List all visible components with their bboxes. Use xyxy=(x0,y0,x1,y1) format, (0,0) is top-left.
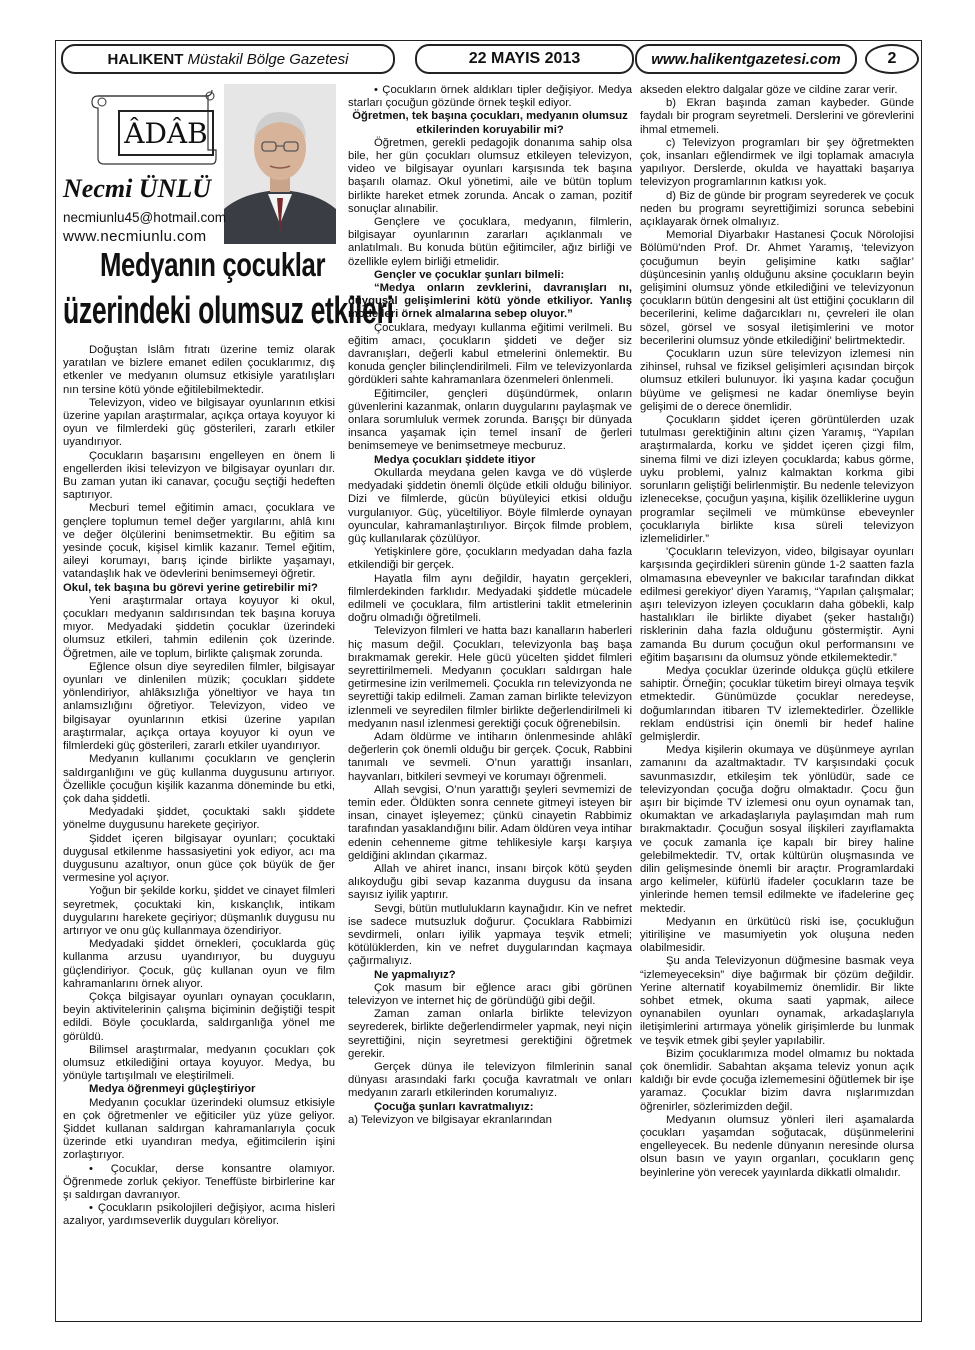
page-header xyxy=(55,44,920,76)
subheading: Gençler ve çocuklar şunları bilmeli: xyxy=(374,268,565,281)
paragraph: Okullarda meydana gelen kavga ve dö vüşlerde medyadaki şiddetin önemli ölçüde etkili olduğu biliniyor. Dizi ve filmlerde, gücün büyüleyici etkisi olduğu vurgulanıyor. Güç, yüceltiliyor. Böyle filmlerde oynayan oyuncular, kahramanlaştırılıyor. Birçok filmde problem, güç kullanılarak çözülüyor. xyxy=(348,466,632,545)
paragraph: Çok masum bir eğlence aracı gibi görünen televizyon ve internet hiç de göründüğü gibi değil. xyxy=(348,981,632,1008)
paragraph: Çocukların şiddet içeren görüntülerden uzak tutulması gerektiğinin altını çizen Yaramış, “Yapılan araştırmalarda, korku ve şiddet içeren çizgi film, sinema filmi ve dizi izleyen çocuklarda; kabus görme, uyku problemi, yalnız kalmaktan korkma gibi sorunların geliştiği belirlenmiştir. Bu nedenle televizyon izlenecekse, çocuğun yaşına, kişilik özelliklerine uygun programlar seçilmeli ve mümkünse ebeveynler çocuklarıyla birlikte kısa süreli televizyon izlemelidirler.” xyxy=(640,414,914,545)
author-photo xyxy=(224,84,336,244)
subheading: Okul, tek başına bu görevi yerine getirebilir mi? xyxy=(63,581,318,594)
paragraph: a) Televizyon ve bilgisayar ekranlarından xyxy=(348,1113,552,1126)
paragraph: Medyanın olumsuz yönleri ileri aşamalarda çocukları yaşamdan soğutacak, düşünmelerini engelleyecek. Bu nedenle dünyanın neresinde olursa olsun basın ve yayın organları, çocukların genç beyinlerine yön verecek yayınlarda dikkatli olmalıdır. xyxy=(640,1113,914,1179)
article-title-line1: Medyanın çocuklar xyxy=(100,246,326,283)
paragraph: Gerçek dünya ile televizyon filmlerinin sanal dünyası arasındaki farkı çocuğa kavratmalı ve onları medyanın zararlı etkilerinden korumalıyız. xyxy=(348,1061,632,1100)
paragraph: Medyadaki şiddet, çocuktaki saklı şiddete yönelme duygusunu harekete geçiriyor. xyxy=(63,806,335,832)
paragraph: Şiddet içeren bilgisayar oyunları; çocuktaki duygusal etkilenme hassasiyetini yok ediyor, acı ma duygusunu azaltıyor, onun güce çok büyük de ğer vermesine yol açıyor. xyxy=(63,832,335,885)
article-column-2 xyxy=(348,84,632,1316)
paragraph: akseden elektro dalgalar göze ve cildine zarar verir. xyxy=(640,84,898,96)
paragraph: Yetişkinlere göre, çocukların medyadan daha fazla etkilendiği bir gerçek. xyxy=(348,546,632,572)
author-portrait-icon xyxy=(224,84,336,244)
paragraph: • Çocuklar, derse konsantre olamıyor. Öğrenmede zorluk çekiyor. Teneffüste birbirlerine kar şı saldırgan davranıyor. xyxy=(63,1162,335,1201)
paragraph: Medya kişilerin okumaya ve düşünmeye ayrılan zamanını da azaltmaktadır. TV karşısındaki çocuk savunmasızdır, etkileşim tek yönlüdür, sade ce televizyondan çocuğa doğru olmaktadır. Çocu ğun aşırı bir biçimde TV izlemesi onu oyun oynamak tan, okumaktan ve arkadaşlarıyla paylaşımdan mah rum bırakmaktadır. Çocuğun sosyal ilişkileri zayıflamakta ve çocuk zamanla içe kapalı bir birey haline gelebilmektedir. TV, ortak kültürün oluşmasında ve dilin gelişmesinde önemli bir araçtır. Programlardaki argo kelimeler, küfürlü ifadeler çocukların taze be yinlerinde hemen temsil edilmekte ve ifadelerine geç mektedir. xyxy=(640,744,914,915)
paragraph: Yeni araştırmalar ortaya koyuyor ki okul, çocukları medyanın saldırısından tek başına koruya mıyor. Medyadaki şiddetin çocuklar üzerindeki olumsuz etkileri, tahmin edilenin çok üzerinde. Öğretmen, aile ve toplum, birlikte çalışmak zorunda. xyxy=(63,594,335,660)
paragraph: Bilimsel araştırmalar, medyanın çocukları çok olumsuz etkilediğini ortaya koyuyor. Medya, bu yönüyle tartışılmalı ve eleştirilmeli. xyxy=(63,1043,335,1083)
paper-subtitle: Müstakil Bölge Gazetesi xyxy=(187,50,349,68)
paragraph: Hayatla film aynı değildir, hayatın gerçekleri, filmlerdekinden farklıdır. Medyadaki şiddetle mücadele edilmeli ve çocuklara, film artistlerini taklit etmelerinin doğru olmadığı öğretilmeli. xyxy=(348,572,632,625)
paragraph: Çocuklara, medyayı kullanma eğitimi verilmeli. Bu eğitim amacı, çocukların şiddeti ve değer siz davranışları, değerli kabul etmelerini önlemektir. Bu konuda gençler bilinçlendirilmeli. Film ve televizyonlarda gördükleri sahte kahramanlara özenmeleri önlenmeli. xyxy=(348,321,632,387)
paragraph: 'Çocukların televizyon, video, bilgisayar oyunları karşısında geçirdikleri sürenin günde 1-2 saatten fazla olmamasına ebeveynler ve bakıcılar tarafından dikkat edilmesi gerekiyor' diyen Yaramış, “Yapılan çalışmalar; aşırı televizyon izleyen çocukların daha göbekli, kalp hastalıkları ile birlikte diyabet (şeker hastalığı) risklerinin daha fazla olduğunu göstermiştir. Ayni zamanda Bu durum çocuğun okul performansını ve eğitim başarısını da olumsuz yönde etkilemektedir.” xyxy=(640,546,914,664)
paragraph: Gençlere ve çocuklara, medyanın, filmlerin, bilgisayar oyunlarının zararları açıklanmalı ve anlatılmalı. Bu konuda bütün eğitimciler, ağız birliği ve özellikle eylem birliği etmelidir. xyxy=(348,216,632,268)
subheading: Medya öğrenmeyi güçleştiriyor xyxy=(89,1083,256,1096)
subheading: Medya çocukları şiddete itiyor xyxy=(374,453,536,466)
column-name: ÂDÂB xyxy=(118,110,214,156)
paragraph: Medyanın kullanımı çocukların ve gençlerin saldırganlığını ve güç kullanma duygusunu artırıyor. Özellikle çocuğun kişilik kazanma döneminde bu etki, çok daha şiddetli. xyxy=(63,753,335,805)
paragraph: Televizyon filmleri ve hatta bazı kanalların haberleri hiç masum değil. Çocukları, televizyonla baş başa bırakmamak gerekir. Hele gücü yücelten şiddet filmleri seyrettirilmemeli. Medyanın çocukları saldırgan hale getirmesine izin verilmemeli. Çocukla rın televizyonda ne seyrettiği takip edilmeli. Zaman zaman birlikte televizyon izlenmeli ve seyredilen filmler birlikte değerlendirilmeli ki medyanın nasıl izlenmesi gerektiği çocuk öğrenebilsin. xyxy=(348,625,632,730)
paragraph: Medyadaki şiddet örnekleri, çocuklarda güç kullanma arzusu uyandırıyor, bu duyguyu güçlendiriyor. Çocuk, güç kullanan oyun ve film kahramanlarını örnek alıyor. xyxy=(63,938,335,990)
paragraph: c) Televizyon programları bir şey öğretmekten çok, insanları eğlendirmek ve ilgi toplamak amacıyla yapılıyor. Derslerde, okulda ve hayattaki başarıya televizyon programlarının katkısı yok. xyxy=(640,136,914,189)
paper-website[interactable]: www.halikentgazetesi.com xyxy=(635,44,857,74)
paragraph: d) Biz de günde bir program seyrederek ve çocuk neden bu programı seyrettiğimizi sorunca sebebini açıklayarak örnek olmalıyız. xyxy=(640,189,914,229)
quote: “Medya onların zevklerini, davranışları nı, duygusal gelişimlerini kötü yönde etkiliyor. Yanlış modelleri örnek almalarına sebep oluyor.” xyxy=(348,282,632,321)
article-column-3 xyxy=(640,84,914,1316)
paragraph: Allah sevgisi, O’nun yarattığı şeyleri sevmemizi de temin eder. Öldükten sonra cennete gitmeyi isteyen bir insan, cinayet işleyemez; çünkü cinayetin Rabbimiz tarafından yasaklandığını bilir. Adam öldüren veya intihar edenin cehenneme gitme tehlikesiyle karşı karşıya geldiğini aklından çıkarmaz. xyxy=(348,783,632,862)
paragraph: Öğretmen, gerekli pedagojik donanıma sahip olsa bile, her gün çocukları olumsuz etkileyen televizyon, video ve bilgisayar oyunları karşısında tek başına başarılı olamaz. Okul yönetimi, aile ve bütün toplum birlikte hareket etmek zorunda. Ancak o zaman, pozitif sonuçlar alınabilir. xyxy=(348,136,632,215)
paragraph: Medya çocuklar üzerinde oldukça güçlü etkilere sahiptir. Örneğin; çocuklar tüketim bireyi olmaya teşvik etmektedir. Günümüzde çocuklar neredeyse, doğumlarından itibaren TV izlemektedirler. Özellikle reklam endüstrisi için önemli bir hedef haline gelmişlerdir. xyxy=(640,664,914,743)
author-website[interactable]: www.necmiunlu.com xyxy=(63,228,207,245)
paragraph: Memorial Diyarbakır Hastanesi Çocuk Nörolojisi Bölümü'nden Prof. Dr. Ahmet Yaramış, ‘televizyon çocuğumun beyin gelişimine katkı sağlar’ düşüncesinin yanlış olduğunu aksine çocukların beyin gelişimini olumsuz yönde etkilediğini ve televizyonun çocukların bütün dengesini alt üst ettiğini çocukların dil becerilerini, kelime dağarcıkları nı, çevreleri ile olan sözel, görsel ve sosyal iletişimlerini ve motor becerilerini olumsuz yönde etkilediğini' belirtmektedir. xyxy=(640,229,914,347)
paragraph: Doğuştan İslâm fıtratı üzerine temiz olarak yaratılan ve bizlere emanet edilen çocuklarımız, dış etkenler ve medyanın olumsuz etkisiyle yaratılışları nın tersine kötü yönde eğitilebilmektedir. xyxy=(63,344,335,396)
issue-date: 22 MAYIS 2013 xyxy=(415,44,634,74)
subheading: Öğretmen, tek başına çocukları, medyanın olumsuz etkilerinden koruyabilir mi? xyxy=(352,110,628,136)
paragraph: • Çocukların örnek aldıkları tipler değişiyor. Medya starları çocuğun gözünde örnek teşkil ediyor. xyxy=(348,84,632,110)
subheading: Ne yapmalıyız? xyxy=(374,968,456,981)
paragraph: Şu anda Televizyonun düğmesine basmak veya “izlemeyeceksin” diye bağırmak bir çözüm değildir. Yerine alternatif koyabilmemiz önemlidir. Bir likte sohbet etmek, okuma saati yapmak, ailece oynanabilen oyunları oynamak, arkadaşlarıyla iletişimlerini artırmaya yönelik girişimlerde bu lunmak ve teşvik etmek gibi şeyler yapılabilir. xyxy=(640,955,914,1047)
paragraph: Allah ve ahiret inancı, insanı birçok kötü şeyden alıkoyduğu gibi sevap kazanma duygusu da insana sayısız iyilik yaptırır. xyxy=(348,862,632,902)
article-title-line2: üzerindeki olumsuz etkileri xyxy=(63,290,394,332)
paragraph: b) Ekran başında zaman kaybeder. Günde faydalı bir program seyretmeli. Derslerini ve görevlerini ihmal etmemeli. xyxy=(640,97,914,136)
paragraph: Eğitimciler, gençleri düşündürmek, onların güvenlerini kazanmak, onların duygularını paylaşmak ve onlara sorumluluk vermek zorunda. Barışçı bir dünyada insanca yaşamak için temel insanî de ğerleri benimsemeye ve benimsetmeye mecburuz. xyxy=(348,387,632,453)
paragraph: Medyanın en ürkütücü riski ise, çocukluğun yitirilişine ve masumiyetin yok oluşuna neden olabilmesidir. xyxy=(640,915,914,955)
paragraph: Bizim çocuklarımıza model olmamız bu noktada çok önemlidir. Sabahtan akşama televiz yonun açık kaldığı bir evde çocuğa izlememesini öğütlemek bir işe yaramaz. Çocuklar bizim davra nışlarımızdan öğrenirler, sözlerimizden değil. xyxy=(640,1047,914,1113)
paragraph: Televizyon, video ve bilgisayar oyunlarının etkisi üzerine yapılan araştırmalar, açıkça ortaya koyuyor ki oyun ve filmlerdeki güç gösterileri, zararlı etkiler uyandırıyor. xyxy=(63,396,335,449)
author-name: Necmi ÜNLÜ xyxy=(63,174,212,203)
subheading: Çocuğa şunları kavratmalıyız: xyxy=(374,1100,534,1113)
paper-name: HALIKENT xyxy=(107,50,184,68)
paragraph: Medyanın çocuklar üzerindeki olumsuz etkisiyle en çok öğretmenler ve eğiticiler yüz yüze geliyor. Şiddet kullanan saldırgan kahramanlarıyla çocuk üzerinde etki uyandıran medya, eğitimcilerin işini zorlaştırıyor. xyxy=(63,1096,335,1162)
paragraph: Yoğun bir şekilde korku, şiddet ve cinayet filmleri seyretmek, çocuktaki kin, kıskançlık, intikam duygularını harekete geçiriyor; düşmanlık duygusu nu artırıyor ve onu güç kullanmaya özendiriyor. xyxy=(63,885,335,937)
author-email[interactable]: necmiunlu45@hotmail.com xyxy=(63,210,227,225)
paragraph: Mecburi temel eğitimin amacı, çocuklara ve gençlere toplumun temel değer yargılarını, ahlâ kını ve değer ölçülerini benimsetmektir. Bu eğitim sa yesinde çocuk, kişisel kimlik kazanır. Temel eğitim, aileyi korumayı, barış içinde birlikte yaşamayı, vatandaşlık hak ve ödevlerini benimsemeyi öğretir. xyxy=(63,502,335,581)
paragraph: Çokça bilgisayar oyunları oynayan çocukların, beyin aktivitelerinin çalışma biçiminin değiştiği tespit edildi. Böyle çocuklarda, saldırganlığa yönel me görüldü. xyxy=(63,990,335,1043)
paragraph: Zaman zaman onlarla birlikte televizyon seyrederek, birlikte değerlendirmeler yapmak, neyi niçin seyrettiğini, niçin seyretmesi gerektiğini öğretmek gerekir. xyxy=(348,1008,632,1060)
paragraph: Adam öldürme ve intiharın önlenmesinde ahlâkî değerlerin çok önemli olduğu bir gerçek. Çocuk, Rabbini tanımalı ve sevmeli. O’nun yarattığı insanları, hayvanları, bitkileri sevmeyi ve korumayı öğrenmeli. xyxy=(348,730,632,783)
page-number: 2 xyxy=(865,44,919,74)
paper-name-box xyxy=(61,44,395,74)
paragraph: • Çocukların psikolojileri değişiyor, acıma hisleri azalıyor, yardımseverlik duyguları köreliyor. xyxy=(63,1202,335,1228)
paragraph: Çocukların uzun süre televizyon izlemesi nin zihinsel, ruhsal ve fiziksel gelişimleri açısından birçok olumsuz etkileri bulunuyor. İki yaşına kadar çocuğun büyüme ve gelişmesi ne kadar önemliyse beyin gelişimi de o derece önemlidir. xyxy=(640,348,914,413)
article-column-1 xyxy=(63,344,335,1316)
paragraph: Çocukların başarısını engelleyen en önem li engellerden ikisi televizyon ve bilgisayar oyunları dır. Bu zaman yutan iki canavar, çocuğu seçtiği hedeften saptırıyor. xyxy=(63,449,335,502)
paragraph: Sevgi, bütün mutlulukların kaynağıdır. Kin ve nefret ise sadece mutsuzluk doğurur. Çocuklara Rabbimizi sevdirmeli, onları iyilik yapmaya teşvik etmeli; kötülüklerden, kin ve nefret duygularından kaçmaya çağırmalıyız. xyxy=(348,902,632,968)
paragraph: Eğlence olsun diye seyredilen filmler, bilgisayar oyunları ve dinlenilen müzik; çocukları şiddete yönlendiriyor, ahlâksızlığa yöneltiyor ve haya tın anlamsızlığını öğretiyor. Televizyon, video ve bilgisayar oyunlarının etkisi üzerine yapılan araştırmalar, açıkça ortaya koyuyor ki oyun ve filmlerdeki güç gösterileri, zararlı etkiler uyandırıyor. xyxy=(63,660,335,753)
